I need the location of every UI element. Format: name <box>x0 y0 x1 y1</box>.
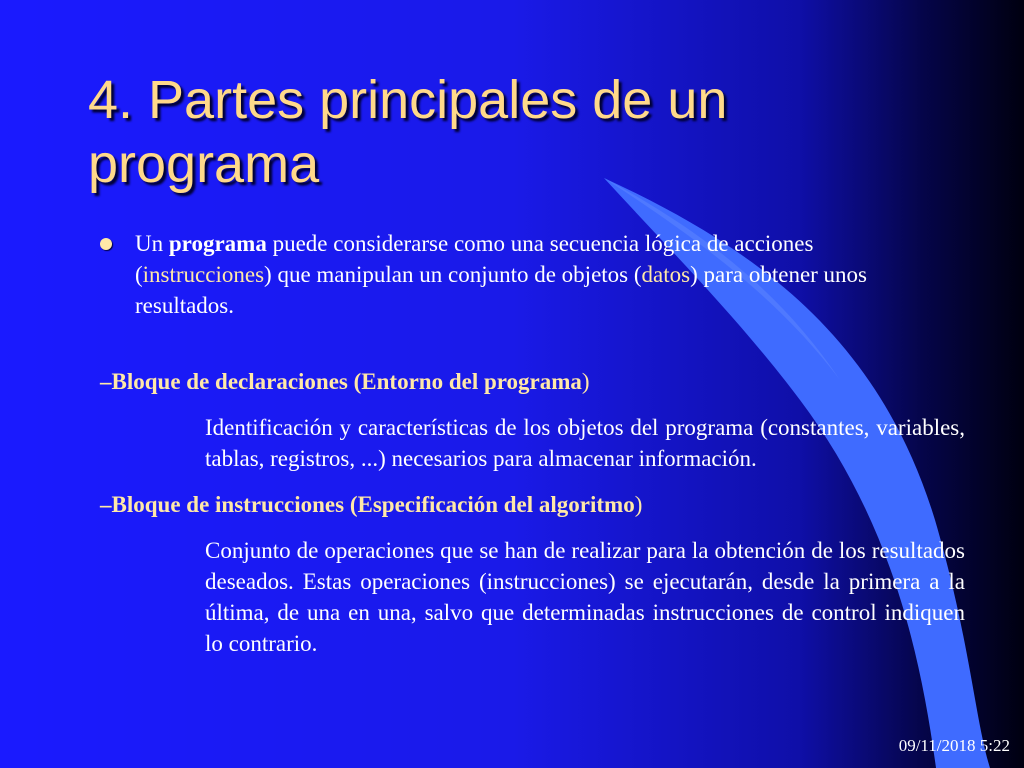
bullet-paragraph <box>135 228 895 321</box>
section1-heading-close: ) <box>581 369 590 394</box>
bullet-term-instrucciones: instrucciones <box>142 262 265 287</box>
section1-heading-text: –Bloque de declaraciones (Entorno del programa <box>100 369 582 394</box>
bullet-text-3: puede considerarse como una secuencia lógica de acciones ( <box>135 231 814 287</box>
bullet-text-5: ) que manipulan un conjunto de objetos ( <box>264 262 642 287</box>
bullet-text-1: Un <box>135 231 169 256</box>
bullet-text-7: ) para obtener unos resultados. <box>135 262 868 318</box>
bullet-dot <box>100 238 112 250</box>
bullet-term-datos: datos <box>641 262 691 287</box>
section2-heading-text: –Bloque de instrucciones (Especificación del algoritmo <box>100 492 635 517</box>
bullet-term-programa: programa <box>168 231 267 256</box>
slide-title: 4. Partes principales de un programa <box>88 70 728 194</box>
section1-heading <box>100 366 800 397</box>
section2-heading <box>100 489 800 520</box>
section2-description: Conjunto de operaciones que se han de realizar para la obtención de los resultados deseados. Estas operaciones (instrucciones) se ejecutarán, desde la primera a la última, de una en una, salvo que determinadas instrucciones de control indiquen lo contrario. <box>205 538 965 656</box>
section1-description: Identificación y características de los objetos del programa (constantes, variables, tablas, registros, ...) necesarios para almacenar información. <box>205 415 965 471</box>
footer-date: 09/11/2018 5:22 <box>898 736 1010 755</box>
section2-heading-close: ) <box>634 492 643 517</box>
